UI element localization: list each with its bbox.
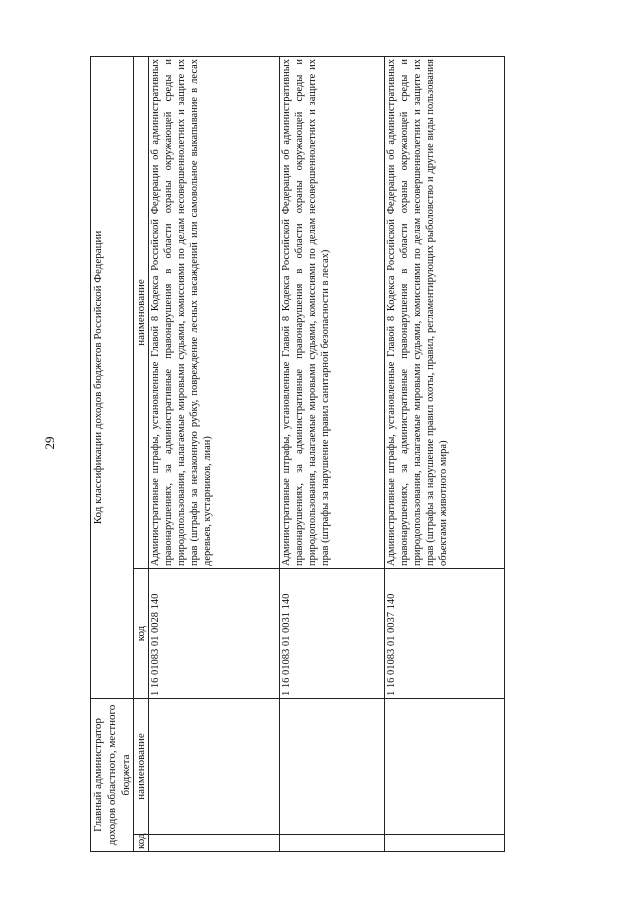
- classification-group-header: Код классификации доходов бюджетов Российской Федерации: [91, 56, 134, 698]
- row-class-name: Административные штрафы, установленные Главой 8 Кодекса Российской Федерации об административных правонарушениях, за административные правонарушения в области охраны окружающей среды и природопользования, налагаемые мировыми судьями, комиссиями по делам несовершеннолетних и защите их прав (штрафы за незаконную рубку, повреждение лесных насаждений или самовольное выкапывание в лесах деревьев, кустарников, лиан): [149, 56, 280, 568]
- page-number: 29: [42, 436, 57, 450]
- class-name-header: наименование: [134, 56, 149, 568]
- row-admin-code: [385, 835, 505, 852]
- revenue-classification-table: [90, 56, 505, 852]
- row-admin-code: [149, 835, 280, 852]
- table-row: [385, 56, 505, 851]
- row-admin-name: [149, 699, 280, 835]
- admin-group-header: Главный администратор доходов областного, местного бюджета: [91, 699, 134, 852]
- rotated-table-container: [90, 57, 495, 852]
- row-class-name: Административные штрафы, установленные Главой 8 Кодекса Российской Федерации об административных правонарушениях, за административные правонарушения в области охраны окружающей среды и природопользования, налагаемые мировыми судьями, комиссиями по делам несовершеннолетних и защите их прав (штрафы за нарушение правил санитарной безопасности в лесах): [280, 56, 385, 568]
- admin-code-header: код: [134, 835, 149, 852]
- table-row: [149, 56, 280, 851]
- row-class-name: Административные штрафы, установленные Главой 8 Кодекса Российской Федерации об административных правонарушениях, за административные правонарушения в области охраны окружающей среды и природопользования, налагаемые мировыми судьями, комиссиями по делам несовершеннолетних и защите их прав (штрафы за нарушение правил охоты, правил, регламентирующих рыболовство и другие виды пользования объектами животного мира): [385, 56, 505, 568]
- class-code-header: код: [134, 569, 149, 699]
- row-class-code: 1 16 01083 01 0037 140: [385, 569, 505, 699]
- row-admin-code: [280, 835, 385, 852]
- row-admin-name: [280, 699, 385, 835]
- row-class-code: 1 16 01083 01 0028 140: [149, 569, 280, 699]
- row-class-code: 1 16 01083 01 0031 140: [280, 569, 385, 699]
- row-admin-name: [385, 699, 505, 835]
- admin-name-header: наименование: [134, 699, 149, 835]
- table-row: [280, 56, 385, 851]
